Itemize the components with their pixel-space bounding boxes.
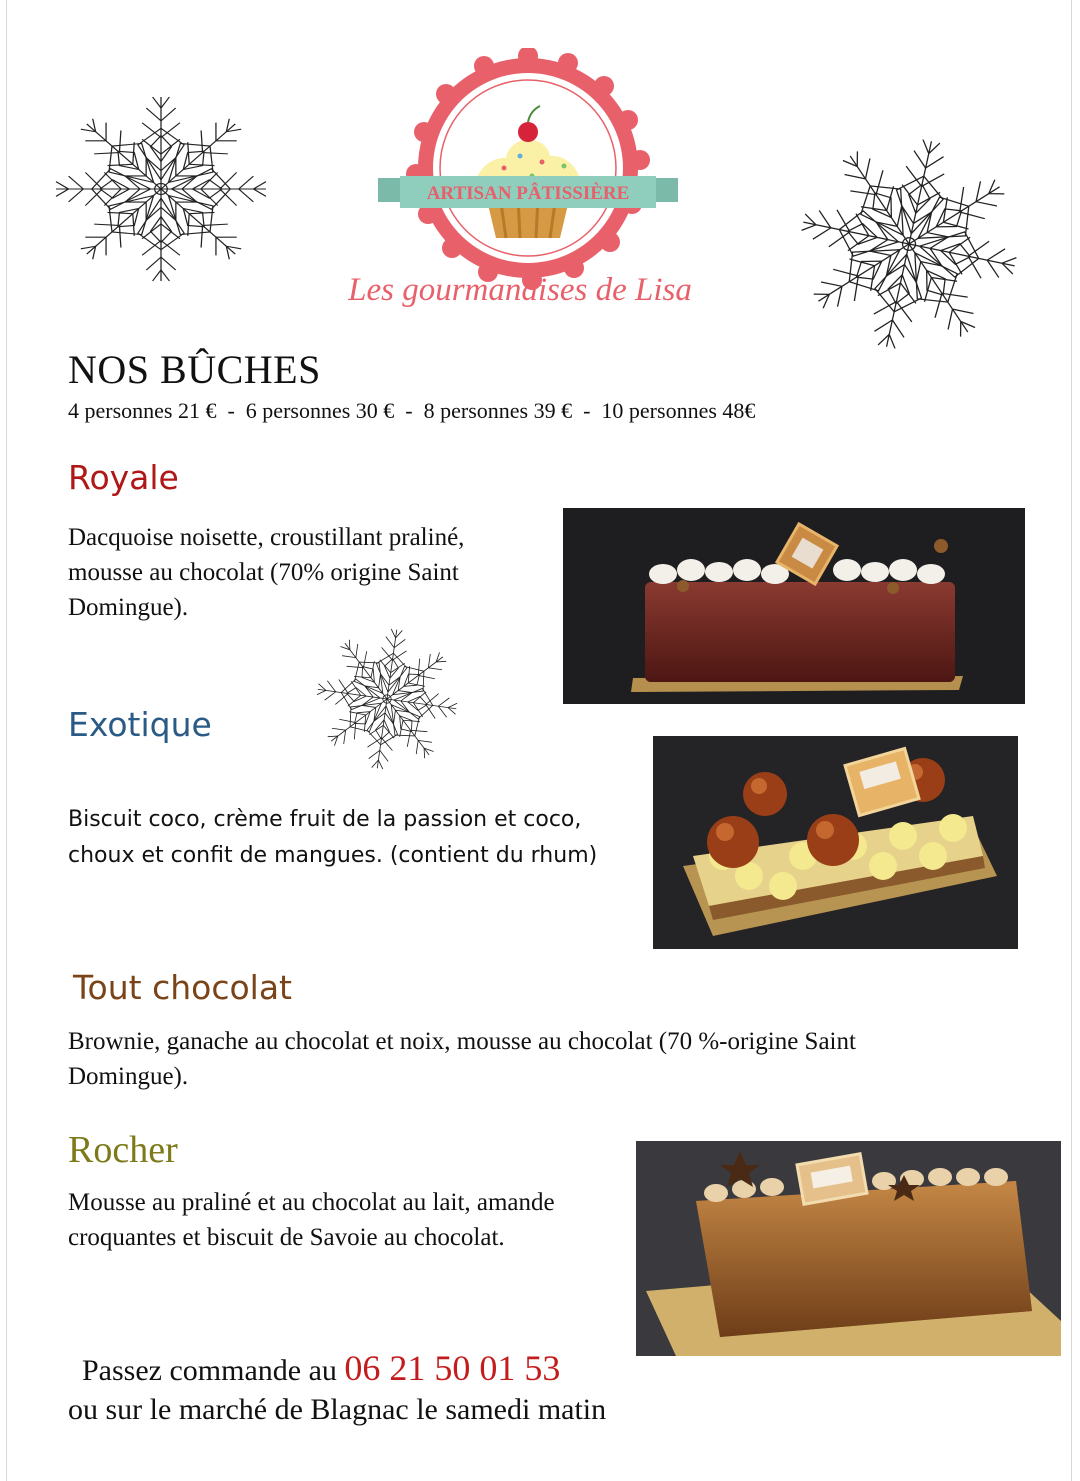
- item-title-tout-chocolat: Tout chocolat: [73, 968, 292, 1007]
- exotique-cake-photo: [653, 736, 1018, 949]
- snowflake-icon: [796, 134, 1022, 354]
- item-description-royale: [68, 520, 548, 625]
- description-line: Domingue).: [68, 1063, 189, 1090]
- item-description-exotique: [68, 802, 648, 874]
- snowflake-icon: [44, 92, 278, 286]
- description-line: Domingue).: [68, 594, 189, 621]
- item-title-rocher: Rocher: [68, 1129, 178, 1171]
- rocher-cake-photo: [636, 1141, 1061, 1356]
- item-title-exotique: Exotique: [68, 705, 212, 744]
- order-line: [82, 1347, 560, 1389]
- description-line: mousse au chocolat (70% origine Saint: [68, 559, 459, 586]
- item-title-royale: Royale: [68, 458, 179, 497]
- order-prefix: Passez commande au: [82, 1354, 337, 1387]
- bakery-logo: [300, 48, 748, 320]
- description-line: choux et confit de mangues. (contient du rhum): [68, 843, 598, 868]
- item-description-rocher: [68, 1185, 628, 1255]
- description-line: croquantes et biscuit de Savoie au chocolat.: [68, 1224, 505, 1251]
- logo-banner-text: ARTISAN PÂTISSIÈRE: [426, 183, 630, 204]
- description-line: Dacquoise noisette, croustillant praliné,: [68, 524, 465, 551]
- description-line: Mousse au praliné et au chocolat au lait, amande: [68, 1189, 555, 1216]
- description-line: Brownie, ganache au chocolat et noix, mousse au chocolat (70 %-origine Saint: [68, 1028, 856, 1055]
- phone-number[interactable]: 06 21 50 01 53: [344, 1348, 561, 1388]
- description-line: Biscuit coco, crème fruit de la passion et coco,: [68, 807, 582, 832]
- market-line: ou sur le marché de Blagnac le samedi matin: [68, 1393, 607, 1426]
- item-description-tout-chocolat: [68, 1024, 1028, 1094]
- page-title: NOS BÛCHES: [68, 347, 321, 392]
- snowflake-icon: [312, 624, 462, 774]
- logo-script-text: Les gourmandises de Lisa: [348, 272, 692, 308]
- royale-cake-photo: [563, 508, 1025, 704]
- price-list: 4 personnes 21 € - 6 personnes 30 € - 8 personnes 39 € - 10 personnes 48€: [68, 398, 756, 423]
